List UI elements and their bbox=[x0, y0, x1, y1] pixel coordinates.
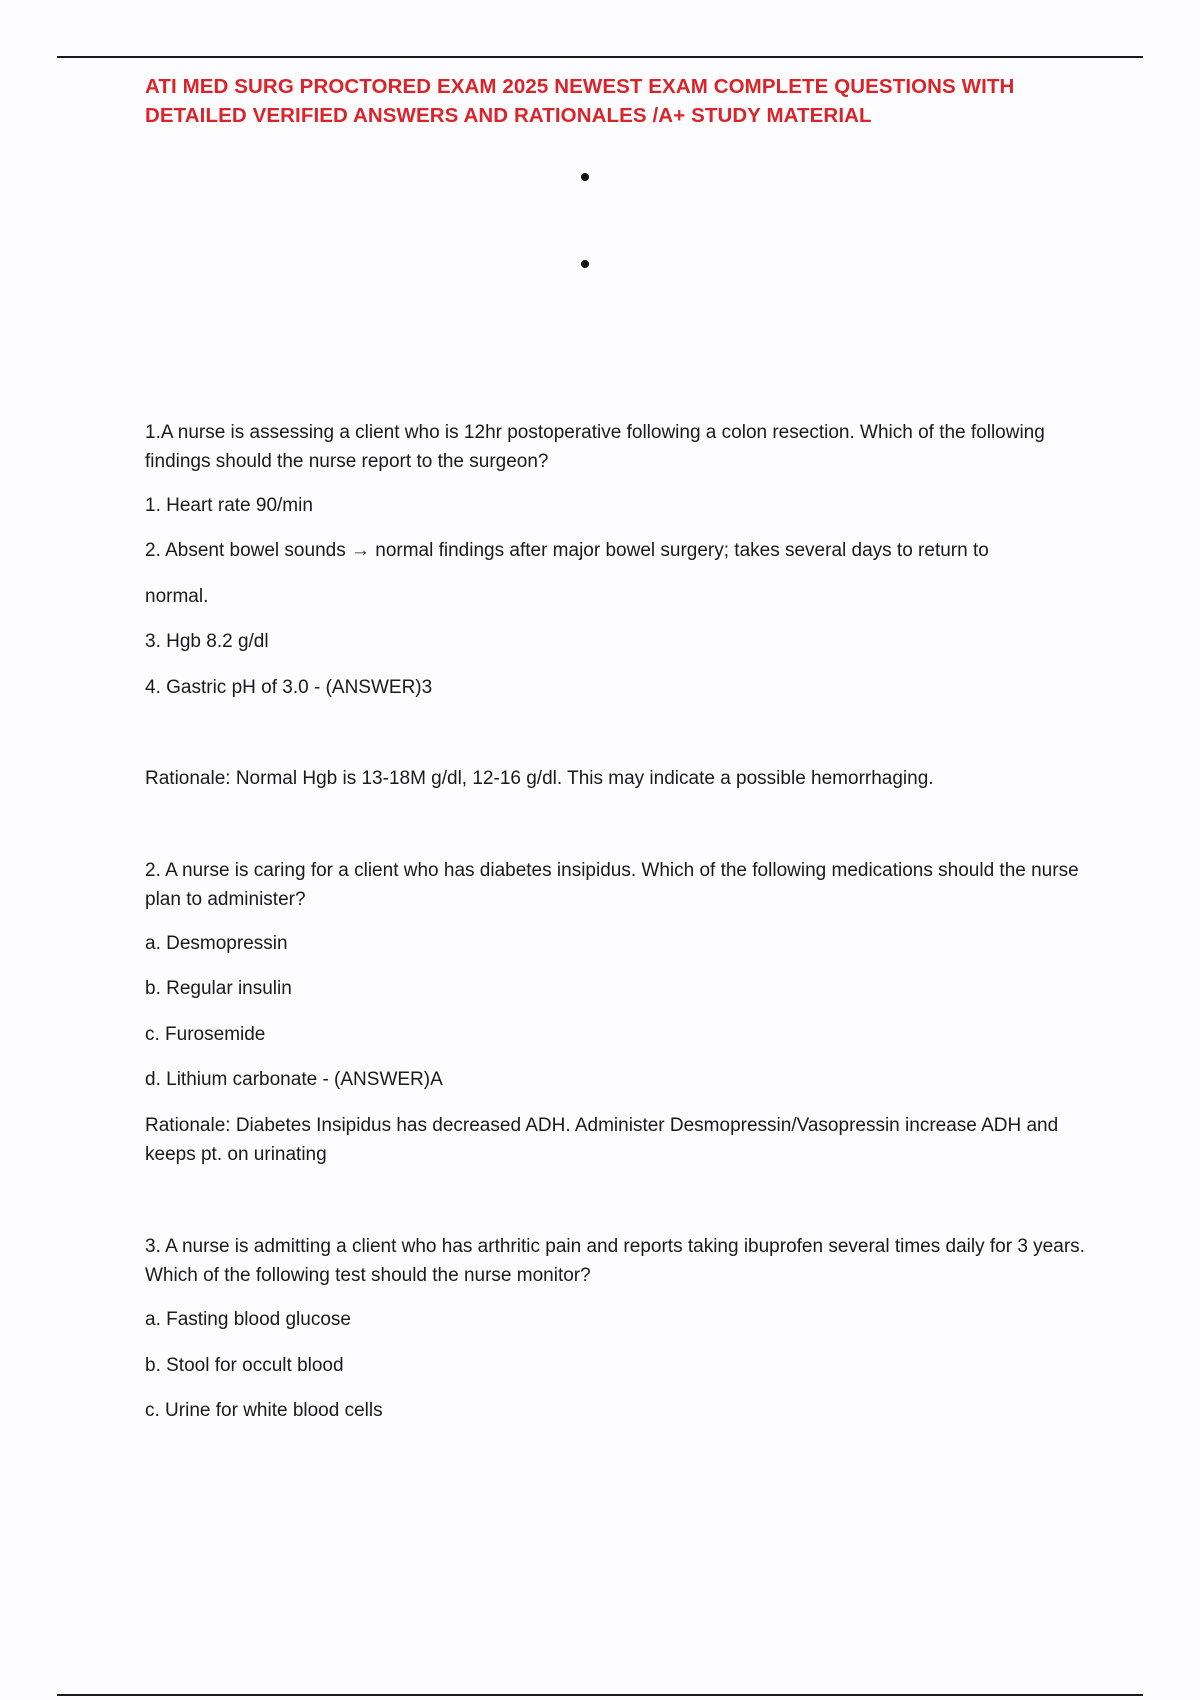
question-2-rationale: Rationale: Diabetes Insipidus has decreased ADH. Administer Desmopressin/Vasopressin increase ADH and keeps pt. on urinating bbox=[145, 1115, 1059, 1165]
bullet-dot bbox=[581, 173, 589, 181]
question-3-option-a: a. Fasting blood glucose bbox=[145, 1309, 351, 1330]
question-2-option-a: a. Desmopressin bbox=[145, 933, 288, 954]
question-1-option-4: 4. Gastric pH of 3.0 - (ANSWER)3 bbox=[145, 677, 433, 698]
question-2-option-c: c. Furosemide bbox=[145, 1024, 266, 1045]
question-2-option-d: d. Lithium carbonate - (ANSWER)A bbox=[145, 1069, 443, 1090]
bullet-dot bbox=[581, 260, 589, 268]
question-1-option-3: 3. Hgb 8.2 g/dl bbox=[145, 631, 269, 652]
question-3-option-c: c. Urine for white blood cells bbox=[145, 1400, 383, 1421]
question-1-option-1: 1. Heart rate 90/min bbox=[145, 495, 313, 516]
question-2-stem: 2. A nurse is caring for a client who has diabetes insipidus. Which of the following medications should the nurse plan to administer? bbox=[145, 860, 1079, 910]
question-1-option-2-continued: normal. bbox=[145, 586, 209, 607]
document-title: ATI MED SURG PROCTORED EXAM 2025 NEWEST EXAM COMPLETE QUESTIONS WITH DETAILED VERIFIED ANSWERS AND RATIONALES /A+ STUDY MATERIAL bbox=[145, 75, 1015, 127]
question-1-rationale: Rationale: Normal Hgb is 13-18M g/dl, 12-16 g/dl. This may indicate a possible hemorrhaging. bbox=[145, 768, 934, 789]
question-3-option-b: b. Stool for occult blood bbox=[145, 1355, 344, 1376]
top-rule bbox=[57, 56, 1143, 58]
question-1-option-2: 2. Absent bowel sounds → normal findings after major bowel surgery; takes several days to return to bbox=[145, 540, 989, 561]
question-1-stem: 1.A nurse is assessing a client who is 12hr postoperative following a colon resection. Which of the following findings should the nurse report to the surgeon? bbox=[145, 422, 1045, 472]
bottom-rule bbox=[57, 1694, 1143, 1696]
question-2-option-b: b. Regular insulin bbox=[145, 978, 292, 999]
question-3-stem: 3. A nurse is admitting a client who has arthritic pain and reports taking ibuprofen several times daily for 3 years. Which of the following test should the nurse monitor? bbox=[145, 1236, 1085, 1286]
